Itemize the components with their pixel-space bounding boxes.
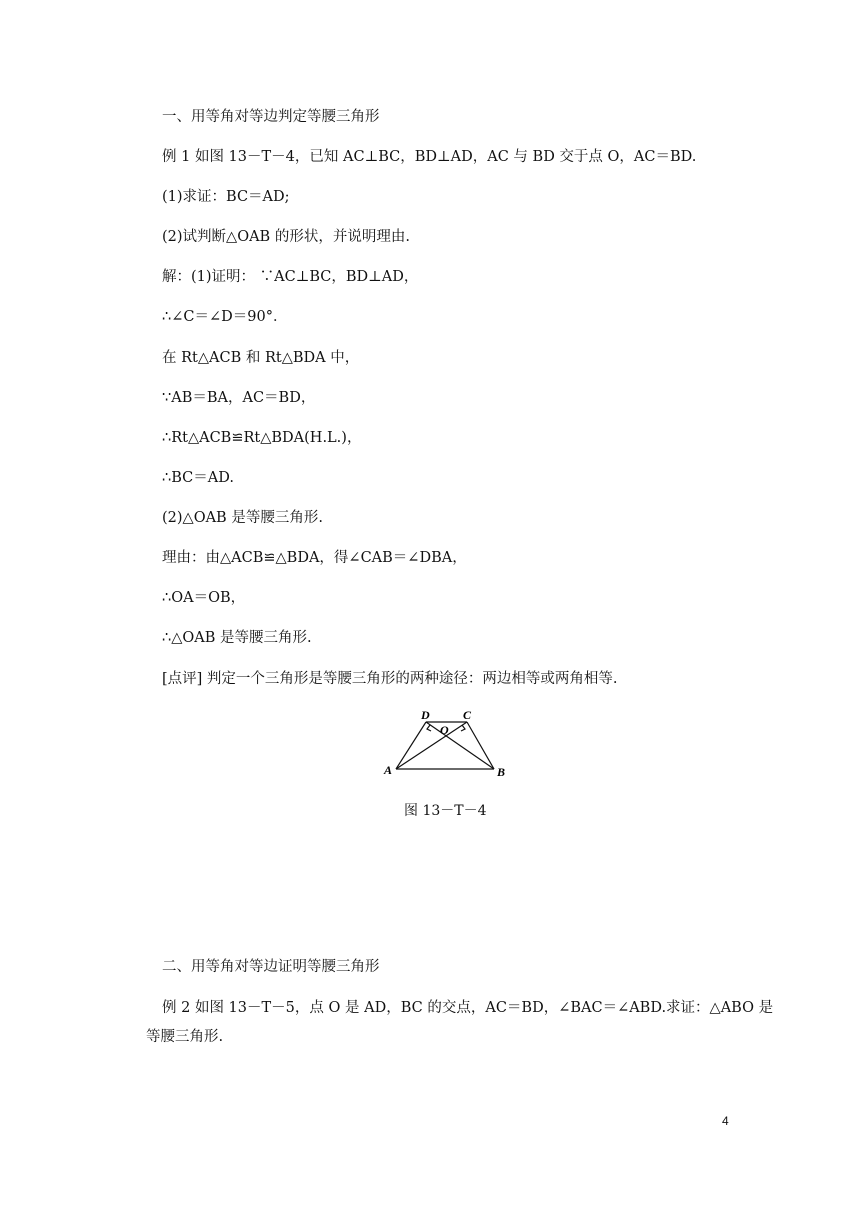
- question-1: (1)求证：BC＝AD;: [162, 189, 290, 205]
- solution-line-4: ∵AB＝BA，AC＝BD，: [162, 390, 316, 406]
- segment-BC: [467, 722, 494, 769]
- solution-line-6: ∴BC＝AD.: [162, 470, 234, 486]
- question-2: (2)试判断△OAB 的形状，并说明理由.: [162, 229, 410, 245]
- label-C: C: [463, 708, 472, 722]
- example2-statement: [162, 998, 773, 1018]
- example1-label: 例 1: [162, 149, 191, 165]
- example2-text-line2: 等腰三角形.: [146, 1029, 224, 1045]
- solution-line-9: ∴OA＝OB，: [162, 590, 246, 606]
- label-D: D: [421, 708, 430, 722]
- segment-AC: [396, 722, 467, 769]
- solution-line-8: 理由：由△ACB≌△BDA，得∠CAB＝∠DBA，: [162, 550, 467, 566]
- segment-BD: [426, 722, 494, 769]
- label-B: B: [497, 765, 506, 779]
- figure-caption: 图 13－T－4: [404, 803, 487, 819]
- solution-line-2: ∴∠C＝∠D＝90°．: [162, 309, 288, 325]
- solution-line-5: ∴Rt△ACB≌Rt△BDA(H.L.)，: [162, 430, 362, 446]
- section1-heading: 一、用等角对等边判定等腰三角形: [162, 109, 380, 125]
- label-O: O: [440, 723, 449, 737]
- label-A: A: [384, 763, 393, 777]
- example1-text: 如图 13－T－4，已知 AC⊥BC，BD⊥AD，AC 与 BD 交于点 O，AC＝BD.: [194, 149, 697, 165]
- section2-heading: 二、用等角对等边证明等腰三角形: [162, 959, 380, 975]
- example1-statement: [162, 147, 696, 167]
- solution-line-10: ∴△OAB 是等腰三角形.: [162, 630, 312, 646]
- solution-line-1: 解：(1)证明： ∵AC⊥BC，BD⊥AD，: [162, 269, 419, 285]
- solution-line-7: (2)△OAB 是等腰三角形.: [162, 510, 323, 526]
- comment: [点评] 判定一个三角形是等腰三角形的两种途径：两边相等或两角相等.: [162, 671, 618, 687]
- segment-AD: [396, 722, 426, 769]
- solution-line-3: 在 Rt△ACB 和 Rt△BDA 中，: [162, 350, 360, 366]
- example2-text-line1: 如图 13－T－5，点 O 是 AD，BC 的交点，AC＝BD，∠BAC＝∠ABD.求证：△ABO 是: [194, 1000, 774, 1016]
- geometry-figure: [376, 704, 516, 784]
- right-angle-mark-D: [427, 725, 431, 731]
- page-number: 4: [722, 1114, 729, 1128]
- example2-label: 例 2: [162, 1000, 191, 1016]
